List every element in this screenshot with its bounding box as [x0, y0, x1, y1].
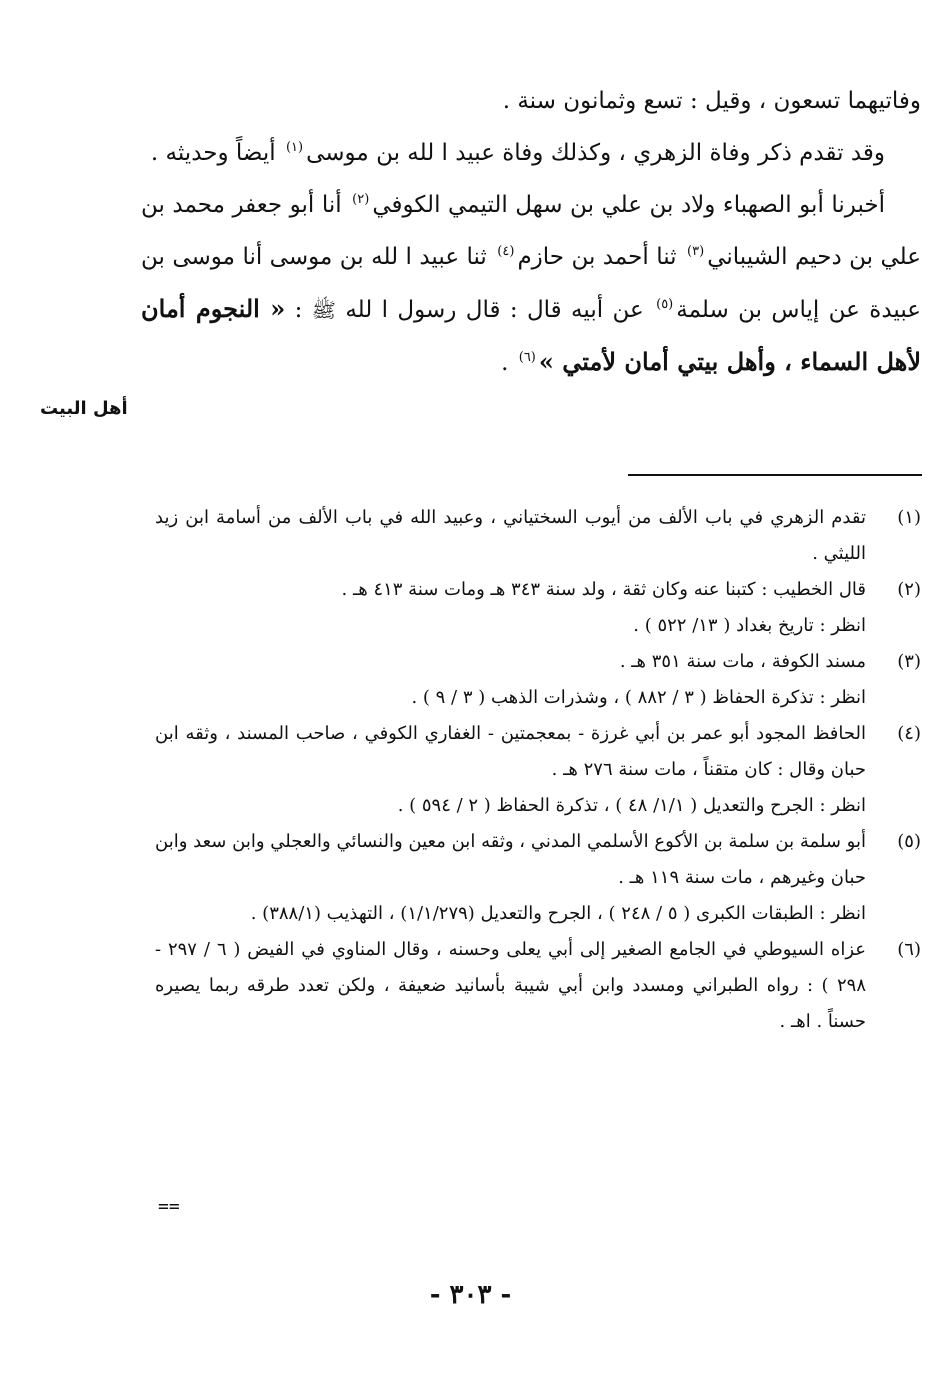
isnad-segment-1: أخبرنا أبو الصهباء ولاد بن علي بن سهل التيمي الكوفي: [372, 192, 885, 218]
footnote-1: [155, 500, 921, 572]
footnote-ref-3[interactable]: (٣): [687, 244, 705, 260]
footnote-line: عزاه السيوطي في الجامع الصغير إلى أبي يعلى وحسنه ، وقال المناوي في الفيض ( ٦ / ٢٩٧ - ٢٩٨ ) : رواه الطبراني ومسدد وابن أبي شيبة بأسانيد ضعيفة ، ولكن تعدد طرقه ربما يصيره حسناً . اهـ .: [155, 939, 866, 1032]
footnote-divider: [628, 474, 922, 476]
hadith-text: « النجوم أمان لأهل السماء ، وأهل بيتي أمان لأمتي »: [141, 294, 921, 376]
footnote-ref-5[interactable]: (٥): [656, 297, 674, 313]
footnote-number: (١): [897, 507, 921, 528]
footnote-line: قال الخطيب : كتبنا عنه وكان ثقة ، ولد سنة ٣٤٣ هـ ومات سنة ٤١٣ هـ .: [341, 579, 866, 600]
paragraph-2: [141, 127, 921, 179]
end-mark: ==: [158, 1196, 180, 1217]
isnad-segment-3: ثنا أحمد بن حازم: [517, 244, 677, 270]
footnote-ref-6[interactable]: (٦): [518, 350, 536, 366]
paragraph-3-end: .: [501, 350, 509, 376]
footnote-number: (٣): [897, 651, 921, 672]
footnote-body: [155, 824, 866, 932]
footnote-2: [155, 572, 921, 644]
colon: :: [294, 297, 303, 323]
isnad-segment-2: أنا أبو جعفر محمد بن علي بن دحيم الشيباني: [141, 192, 922, 270]
footnote-body: [155, 572, 866, 644]
footnote-ref-1[interactable]: (١): [285, 140, 304, 156]
footnote-4: [155, 716, 921, 824]
footnote-line: الحافظ المجود أبو عمر بن أبي غرزة - بمعجمتين - الغفاري الكوفي ، صاحب المسند ، وثقه ابن حبان وقال : كان متقناً ، مات سنة ٢٧٦ هـ .: [155, 723, 866, 780]
paragraph-1: وفاتيهما تسعون ، وقيل : تسع وثمانون سنة .: [502, 88, 921, 114]
footnote-number: (٢): [897, 579, 921, 600]
footnote-body: [155, 644, 866, 716]
isnad-segment-4: ثنا عبيد ا لله بن موسى أنا موسى بن عبيدة عن إياس بن سلمة: [141, 244, 921, 323]
footnote-number: (٥): [897, 831, 921, 852]
footnotes: [155, 500, 921, 1040]
footnote-reference-line: انظر : الطبقات الكبرى ( ٥ / ٢٤٨ ) ، الجرح والتعديل (١/١/٢٧٩) ، التهذيب (٣٨٨/١) .: [250, 903, 866, 924]
footnote-line: تقدم الزهري في باب الألف من أيوب السختياني ، وعبيد الله في باب الألف من أسامة ابن زيد الليثي .: [155, 507, 866, 564]
salutation-glyph: ﷺ: [311, 298, 336, 322]
margin-note: أهل البيت: [40, 398, 128, 419]
footnote-reference-line: انظر : الجرح والتعديل ( ١/١/ ٤٨ ) ، تذكرة الحفاظ ( ٢ / ٥٩٤ ) .: [397, 795, 866, 816]
footnote-reference-line: انظر : تذكرة الحفاظ ( ٣ / ٨٨٢ ) ، وشذرات الذهب ( ٣ / ٩ ) .: [411, 687, 866, 708]
footnote-reference-line: انظر : تاريخ بغداد ( ١٣/ ٥٢٢ ) .: [633, 615, 866, 636]
footnote-body: [155, 500, 866, 572]
footnote-number: (٤): [897, 723, 921, 744]
paragraph-3: [141, 179, 921, 389]
paragraph-2-text: وقد تقدم ذكر وفاة الزهري ، وكذلك وفاة عبيد ا لله بن موسى: [306, 140, 885, 166]
footnote-3: [155, 644, 921, 716]
page-number: - ٣٠٣ -: [429, 1280, 512, 1310]
footnote-number: (٦): [897, 939, 921, 960]
footnote-5: [155, 824, 921, 932]
footnote-line: أبو سلمة بن سلمة بن الأكوع الأسلمي المدني ، وثقه ابن معين والنسائي والعجلي وابن سعد وابن حبان وغيرهم ، مات سنة ١١٩ هـ .: [155, 831, 866, 888]
footnote-body: [155, 716, 866, 824]
footnote-6: [155, 932, 921, 1040]
footnote-body: [155, 932, 866, 1040]
paragraph-2-tail: أيضاً وحديثه .: [150, 140, 276, 166]
main-text: [141, 75, 921, 389]
footnote-ref-4[interactable]: (٤): [497, 244, 515, 260]
footnote-line: مسند الكوفة ، مات سنة ٣٥١ هـ .: [619, 651, 866, 672]
footnote-ref-2[interactable]: (٢): [352, 192, 370, 208]
isnad-segment-5: عن أبيه قال : قال رسول ا لله: [345, 297, 644, 323]
